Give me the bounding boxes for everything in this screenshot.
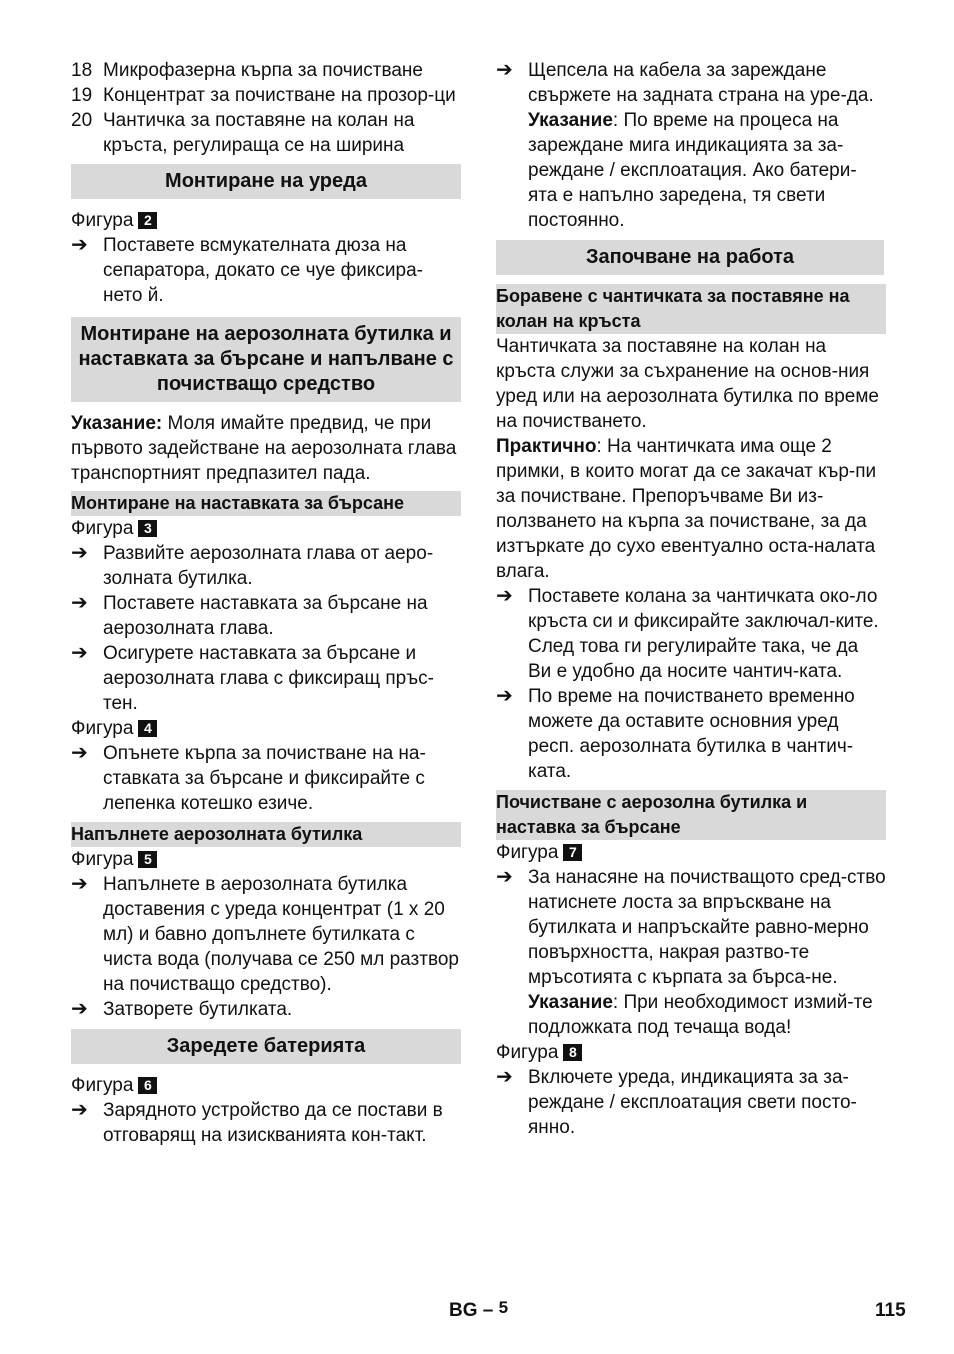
note-text: : По време на процеса на зареждане мига индикацията за за-реждане / експлоатация. Ако батери-ята е напълно заредена, тя свети постоянно. xyxy=(528,110,857,231)
note-label: Указание xyxy=(528,992,613,1013)
page-number: 115 xyxy=(875,1300,906,1321)
figure-label: Фигура xyxy=(71,210,134,231)
figure-reference xyxy=(71,516,461,541)
section-heading-device-assembly: Монтиране на уреда xyxy=(71,164,461,199)
instruction-step xyxy=(496,58,886,108)
figure-label: Фигура xyxy=(71,849,134,870)
figure-number-badge: 3 xyxy=(138,520,157,537)
numbered-list xyxy=(71,58,461,158)
note-paragraph xyxy=(71,411,461,486)
step-text: Поставете всмукателната дюза на сепаратора, докато се чуе фиксира-нето й. xyxy=(103,235,423,306)
figure-reference xyxy=(71,716,461,741)
instruction-step xyxy=(496,1065,886,1140)
arrow-right-icon: ➔ xyxy=(71,998,88,1020)
instruction-step xyxy=(71,233,461,308)
arrow-right-icon: ➔ xyxy=(71,1099,88,1121)
arrow-right-icon: ➔ xyxy=(71,873,88,895)
instruction-step xyxy=(71,741,461,816)
subsection-heading-fill-bottle: Напълнете аерозолната бутилка xyxy=(71,822,461,847)
arrow-right-icon: ➔ xyxy=(496,59,513,81)
step-text: Включете уреда, индикацията за за-реждане / експлоатация свети посто-янно. xyxy=(528,1067,857,1138)
step-text: Развийте аерозолната глава от аеро-золната бутилка. xyxy=(103,543,434,589)
list-text: Концентрат за почистване на прозор-ци xyxy=(103,85,456,106)
arrow-right-icon: ➔ xyxy=(71,642,88,664)
section-heading-start-work: Започване на работа xyxy=(496,240,884,275)
step-text: Щепсела на кабела за зареждане свържете на задната страна на уре-да. xyxy=(528,60,874,106)
figure-number-badge: 2 xyxy=(138,212,157,229)
instruction-step xyxy=(71,872,461,997)
step-text: Опънете кърпа за почистване на на-ставката за бърсане и фиксирайте с лепенка котешко езиче. xyxy=(103,743,426,814)
instruction-step xyxy=(71,997,461,1022)
figure-number-badge: 8 xyxy=(563,1044,582,1061)
list-text: Чантичка за поставяне на колан на кръста, регулираща се на ширина xyxy=(103,110,415,156)
instruction-step xyxy=(71,1098,461,1148)
instruction-step xyxy=(71,591,461,641)
figure-number-badge: 4 xyxy=(138,720,157,737)
figure-label: Фигура xyxy=(71,518,134,539)
step-text: За нанасяне на почистващото сред-ство натиснете лоста за впръскване на бутилката и напръскайте равно-мерно повърхността, накрая разтво-те мръсотията с кърпата за бърса-не. xyxy=(528,867,886,988)
arrow-right-icon: ➔ xyxy=(71,542,88,564)
list-text: Микрофазерна кърпа за почистване xyxy=(103,60,423,81)
list-item xyxy=(71,108,461,158)
note-paragraph xyxy=(496,990,886,1040)
step-text: Осигурете наставката за бърсане и аерозолната глава с фиксиращ пръс-тен. xyxy=(103,643,434,714)
arrow-right-icon: ➔ xyxy=(496,866,513,888)
list-number: 20 xyxy=(71,110,93,131)
note-text: : При необходимост измий-те подложката под течаща вода! xyxy=(528,992,873,1038)
figure-label: Фигура xyxy=(71,718,134,739)
instruction-step xyxy=(71,641,461,716)
section-heading-spray-bottle: Монтиране на аерозолната бутилка и наставката за бърсане и напълване с почистващо средство xyxy=(71,317,461,402)
figure-label: Фигура xyxy=(496,842,559,863)
right-column xyxy=(496,58,886,1140)
instruction-step xyxy=(496,584,886,684)
figure-label: Фигура xyxy=(496,1042,559,1063)
figure-reference xyxy=(71,847,461,872)
footer-language: BG – xyxy=(449,1300,494,1321)
body-paragraph: Чантичката за поставяне на колан на кръста служи за съхранение на основ-ния уред или на аерозолната бутилка по време на почистването. xyxy=(496,336,879,432)
list-item xyxy=(71,58,461,83)
step-text: Поставете колана за чантичката око-ло кръста си и фиксирайте заключал-ките. След това ги регулирайте така, че да Ви е удобно да носите чантич-ката. xyxy=(528,586,879,682)
step-text: Затворете бутилката. xyxy=(103,999,293,1020)
figure-reference xyxy=(71,1073,461,1098)
subsection-heading-waist-bag: Боравене с чантичката за поставяне на колан на кръста xyxy=(496,284,886,334)
figure-label: Фигура xyxy=(71,1075,134,1096)
tip-text: : На чантичката има още 2 примки, в които могат да се закачат кър-пи за почистване. Препоръчваме Ви из-ползването на кърпа за почистване, за да изтъркате до сухо евентуално оста-налата влага. xyxy=(496,436,877,582)
subsection-heading-spray-cleaning: Почистване с аерозолна бутилка и наставка за бърсане xyxy=(496,790,886,840)
step-text: Зарядното устройство да се постави в отговарящ на изискванията кон-такт. xyxy=(103,1100,443,1146)
figure-number-badge: 7 xyxy=(563,844,582,861)
note-text: Моля имайте предвид, че при първото задействане на аерозолната глава транспортният предпазител пада. xyxy=(71,413,457,484)
note-label: Указание xyxy=(528,110,613,131)
list-number: 19 xyxy=(71,85,93,106)
figure-number-badge: 5 xyxy=(138,851,157,868)
list-number: 18 xyxy=(71,60,93,81)
subsection-heading-wiper: Монтиране на наставката за бърсане xyxy=(71,491,461,516)
arrow-right-icon: ➔ xyxy=(496,1066,513,1088)
left-column xyxy=(71,58,461,1148)
list-item xyxy=(71,83,461,108)
figure-reference xyxy=(496,840,886,865)
tip-label: Практично xyxy=(496,436,597,457)
instruction-step xyxy=(496,684,886,784)
instruction-step xyxy=(71,541,461,591)
arrow-right-icon: ➔ xyxy=(71,742,88,764)
footer-section-marker xyxy=(449,1298,508,1323)
step-text: Поставете наставката за бърсане на аерозолната глава. xyxy=(103,593,428,639)
note-paragraph xyxy=(496,108,886,233)
footer-section-page: 5 xyxy=(498,1298,509,1317)
tip-paragraph xyxy=(496,434,886,584)
arrow-right-icon: ➔ xyxy=(496,685,513,707)
figure-reference xyxy=(71,208,461,233)
arrow-right-icon: ➔ xyxy=(71,592,88,614)
step-text: Напълнете в аерозолната бутилка доставения с уреда концентрат (1 х 20 мл) и бавно допълнете бутилката с чиста вода (получава се 250 мл разтвор на почистващо средство). xyxy=(103,874,459,995)
arrow-right-icon: ➔ xyxy=(496,585,513,607)
step-text: По време на почистването временно можете да оставите основния уред респ. аерозолната бутилка в чантич-ката. xyxy=(528,686,855,782)
figure-number-badge: 6 xyxy=(138,1077,157,1094)
note-label: Указание: xyxy=(71,413,163,434)
figure-reference xyxy=(496,1040,886,1065)
instruction-step xyxy=(496,865,886,990)
arrow-right-icon: ➔ xyxy=(71,234,88,256)
section-heading-charge-battery: Заредете батерията xyxy=(71,1029,461,1064)
